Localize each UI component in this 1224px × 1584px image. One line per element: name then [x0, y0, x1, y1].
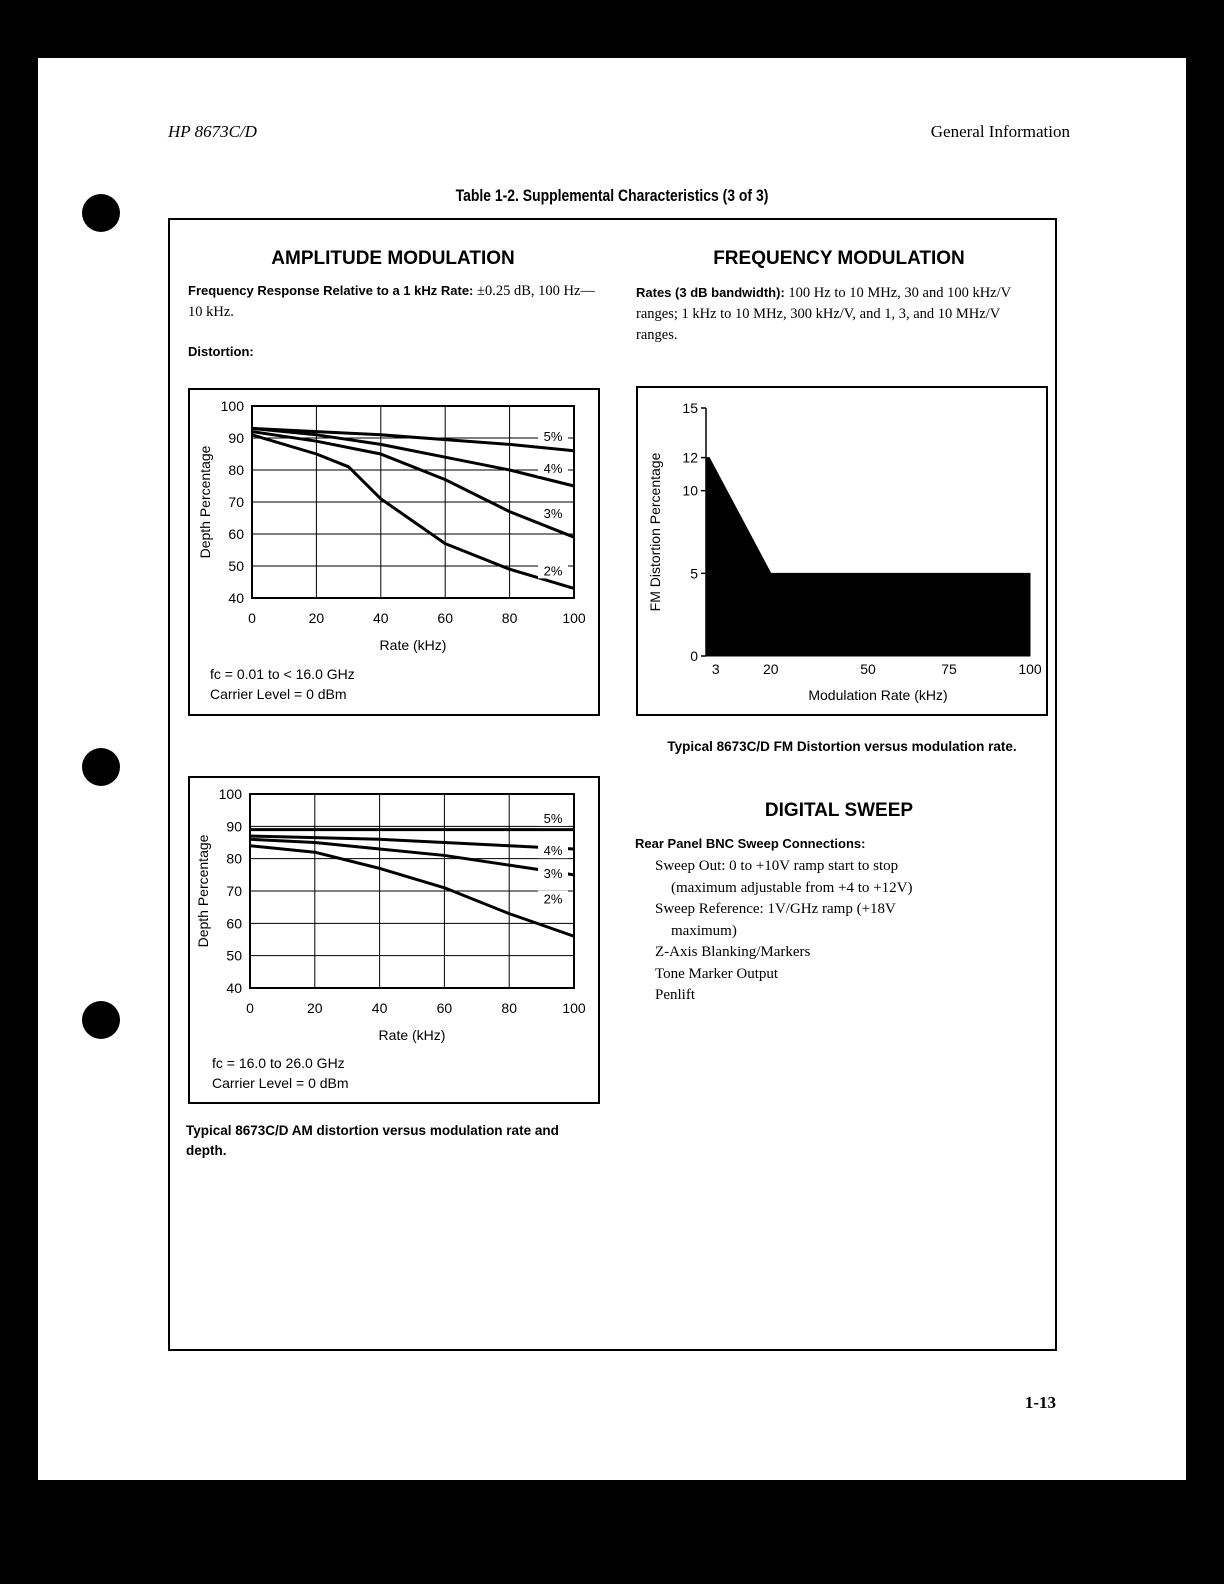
series-label: 4%: [543, 461, 563, 476]
x-tick-label: 20: [307, 1000, 323, 1016]
series-label: 5%: [543, 429, 563, 444]
am-chart-2-note-fc: fc = 16.0 to 26.0 GHz: [212, 1055, 345, 1071]
fm-chart-plot: [638, 388, 1050, 718]
series-label: 2%: [543, 563, 563, 579]
sweep-connections-label: Rear Panel BNC Sweep Connections:: [635, 836, 866, 851]
y-tick-label: 100: [220, 398, 244, 414]
x-tick-label: 60: [437, 610, 453, 626]
y-tick-label: 50: [228, 558, 244, 574]
y-tick-label: 60: [226, 915, 242, 932]
am-frequency-response: [188, 280, 598, 323]
x-tick-label: 75: [941, 661, 957, 677]
x-tick-label: 0: [246, 1000, 254, 1016]
series-label: 5%: [543, 810, 563, 826]
sweep-section-title: DIGITAL SWEEP: [764, 800, 914, 821]
y-tick-label: 100: [218, 786, 242, 802]
y-tick-label: 90: [228, 430, 244, 446]
y-axis-label: FM Distortion Percentage: [647, 452, 663, 612]
series-label: 4%: [543, 843, 563, 859]
document-page: [38, 58, 1186, 1480]
binder-hole: [82, 748, 120, 786]
y-tick-label: 50: [226, 947, 242, 964]
y-axis-label: Depth Percentage: [195, 834, 211, 948]
x-tick-label: 80: [501, 610, 518, 626]
x-tick-label: 100: [562, 610, 586, 626]
x-tick-label: 20: [308, 610, 325, 626]
page-number: 1-13: [1024, 1393, 1056, 1412]
y-tick-label: 10: [682, 482, 698, 499]
sweep-item: (maximum adjustable from +4 to +12V): [671, 879, 913, 896]
am-section-title: AMPLITUDE MODULATION: [271, 248, 515, 269]
series-label: 3%: [543, 865, 563, 881]
x-axis-label: Rate (kHz): [379, 637, 447, 653]
fm-caption: Typical 8673C/D FM Distortion versus modulation rate.: [667, 739, 1017, 754]
fm-rates-label: Rates (3 dB bandwidth):: [636, 285, 785, 300]
y-tick-label: 0: [690, 648, 698, 664]
y-tick-label: 80: [228, 462, 244, 478]
binder-hole: [82, 194, 120, 232]
distortion-area: [706, 458, 1030, 656]
y-tick-label: 5: [690, 565, 698, 582]
am-chart-2-note-level: Carrier Level = 0 dBm: [212, 1075, 349, 1091]
header-model: HP 8673C/D: [168, 122, 257, 141]
series-label: 2%: [543, 891, 563, 907]
x-tick-label: 50: [860, 661, 876, 677]
sweep-item: Z-Axis Blanking/Markers: [655, 944, 811, 960]
y-axis-label: Depth Percentage: [197, 445, 213, 559]
x-tick-label: 100: [562, 1000, 586, 1016]
am-caption: Typical 8673C/D AM distortion versus modulation rate and depth.: [186, 1123, 559, 1158]
fm-chart: [636, 386, 1048, 716]
y-tick-label: 40: [226, 980, 242, 996]
binder-hole: [82, 1001, 120, 1039]
fm-section-title: FREQUENCY MODULATION: [713, 248, 965, 269]
fm-rates-value: 100 Hz to 10 MHz, 30 and 100 kHz/V ranges; 1 kHz to 10 MHz, 300 kHz/V, and 1, 3, and 10 MHz/V ranges.: [636, 285, 1011, 343]
sweep-item: Penlift: [655, 987, 695, 1003]
series-line: [250, 839, 574, 875]
am-chart-1-note-level: Carrier Level = 0 dBm: [210, 686, 347, 702]
series-label: 3%: [543, 505, 563, 521]
x-tick-label: 100: [1018, 661, 1042, 677]
x-tick-label: 40: [371, 1000, 388, 1016]
x-tick-label: 20: [763, 661, 779, 677]
y-tick-label: 15: [682, 400, 698, 416]
sweep-item: maximum): [671, 922, 737, 939]
am-distortion-label: Distortion:: [188, 344, 254, 359]
y-tick-label: 12: [682, 449, 698, 466]
sweep-item: Tone Marker Output: [655, 965, 779, 982]
sweep-connections-list: [655, 856, 1045, 1007]
x-tick-label: 60: [436, 1000, 453, 1016]
x-tick-label: 40: [373, 610, 389, 626]
x-axis-label: Modulation Rate (kHz): [808, 687, 948, 703]
fm-rates: [636, 282, 1042, 346]
sweep-item: Sweep Reference: 1V/GHz ramp (+18V: [655, 901, 896, 917]
am-freq-response-label: Frequency Response Relative to a 1 kHz Rate:: [188, 283, 474, 298]
y-tick-label: 90: [226, 818, 242, 835]
y-tick-label: 80: [226, 850, 242, 867]
table-title: Table 1-2. Supplemental Characteristics (3 of 3): [455, 186, 769, 205]
y-tick-label: 60: [228, 526, 244, 542]
am-chart-1: [188, 388, 600, 716]
x-tick-label: 3: [711, 661, 720, 677]
y-tick-label: 40: [228, 590, 244, 606]
sweep-item: Sweep Out: 0 to +10V ramp start to stop: [655, 858, 899, 874]
am-freq-response-value: ±0.25 dB, 100 Hz—10 kHz.: [188, 283, 595, 320]
series-line: [252, 435, 574, 589]
y-tick-label: 70: [226, 883, 242, 899]
am-chart-1-note-fc: fc = 0.01 to < 16.0 GHz: [210, 666, 355, 682]
x-axis-label: Rate (kHz): [378, 1027, 446, 1043]
header-section: General Information: [930, 122, 1070, 141]
am-chart-2: [188, 776, 600, 1104]
x-tick-label: 0: [248, 610, 256, 626]
x-tick-label: 80: [501, 1000, 517, 1016]
y-tick-label: 70: [228, 494, 244, 510]
